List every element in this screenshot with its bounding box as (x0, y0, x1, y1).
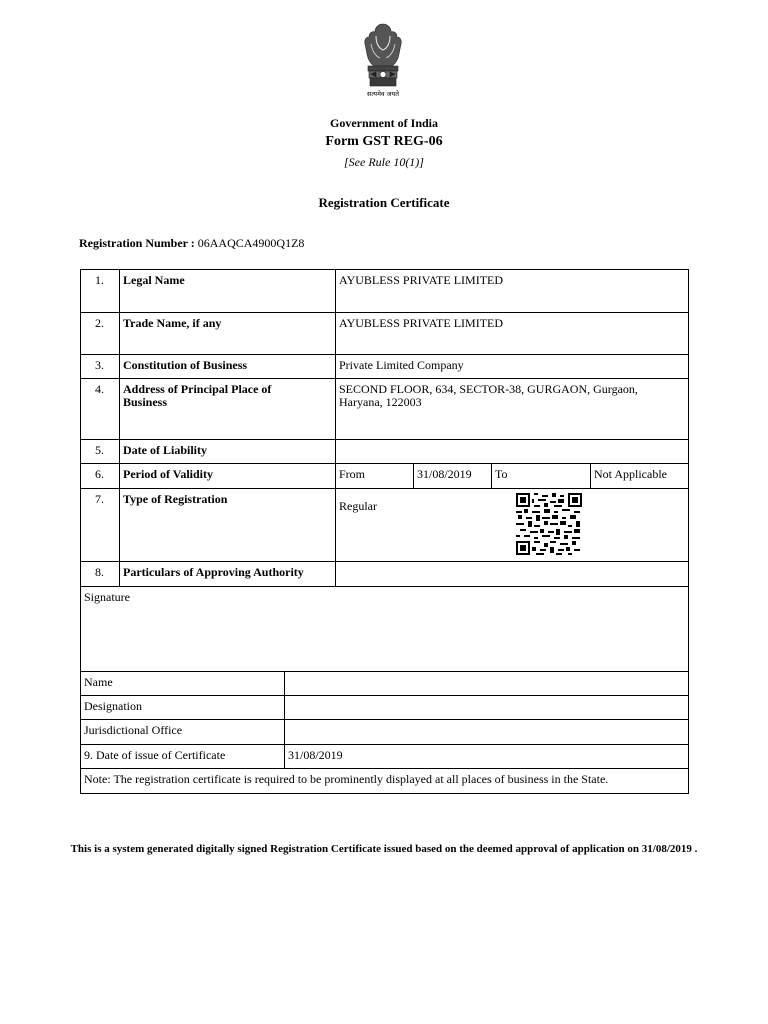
type-of-registration-value: Regular (339, 499, 377, 513)
jurisdictional-office-label: Jurisdictional Office (84, 723, 183, 737)
rule-reference: [See Rule 10(1)] (344, 155, 424, 169)
row-number: 8. (95, 565, 104, 579)
system-generated-footer: This is a system generated digitally signed Registration Certificate issued based on the deemed approval of application on 31/08/2019 . (70, 843, 698, 855)
constitution-value: Private Limited Company (339, 358, 464, 372)
constitution-label: Constitution of Business (123, 358, 248, 372)
row-number: 4. (95, 382, 104, 396)
period-of-validity-label: Period of Validity (123, 467, 214, 481)
validity-to-label: To (495, 467, 508, 481)
address-value: SECOND FLOOR, 634, SECTOR-38, GURGAON, Gurgaon, Haryana, 122003 (339, 382, 638, 409)
emblem-motto: सत्यमेव जयते (367, 90, 399, 98)
designation-label: Designation (84, 699, 142, 713)
row-number: 3. (95, 358, 104, 372)
approving-authority-value (336, 562, 688, 570)
date-of-liability-value (336, 440, 688, 448)
registration-number (79, 236, 304, 251)
display-note: Note: The registration certificate is required to be prominently displayed at all places of business in the State. (84, 772, 609, 786)
designation-value (285, 696, 688, 704)
name-value (285, 672, 688, 680)
date-of-liability-label: Date of Liability (123, 443, 207, 457)
row-number: 1. (95, 273, 104, 287)
signature-label: Signature (84, 590, 130, 604)
validity-from-label: From (339, 467, 366, 481)
trade-name-label: Trade Name, if any (123, 316, 222, 330)
validity-from-value: 31/08/2019 (417, 467, 472, 481)
registration-number-value: 06AAQCA4900Q1Z8 (197, 236, 305, 250)
form-title: Form GST REG-06 (325, 134, 443, 149)
legal-name-value: AYUBLESS PRIVATE LIMITED (339, 273, 504, 287)
jurisdictional-office-value (285, 720, 688, 728)
approving-authority-label: Particulars of Approving Authority (123, 565, 304, 579)
row-number: 2. (95, 316, 104, 330)
name-label: Name (84, 675, 113, 689)
certificate-title: Registration Certificate (318, 195, 450, 210)
type-of-registration-label: Type of Registration (123, 492, 228, 506)
trade-name-value: AYUBLESS PRIVATE LIMITED (339, 316, 504, 330)
row-number: 6. (95, 467, 104, 481)
row-number: 5. (95, 443, 104, 457)
date-of-issue-label: 9. Date of issue of Certificate (84, 748, 226, 762)
row-number: 7. (95, 492, 104, 506)
date-of-issue-value: 31/08/2019 (288, 748, 343, 762)
government-heading: Government of India (330, 116, 438, 130)
validity-to-value: Not Applicable (594, 467, 667, 481)
legal-name-label: Legal Name (123, 273, 185, 287)
national-emblem-icon (354, 20, 412, 100)
registration-number-label: Registration Number : (79, 236, 195, 250)
address-label: Address of Principal Place of Business (123, 382, 272, 409)
qr-code-icon (516, 493, 582, 555)
